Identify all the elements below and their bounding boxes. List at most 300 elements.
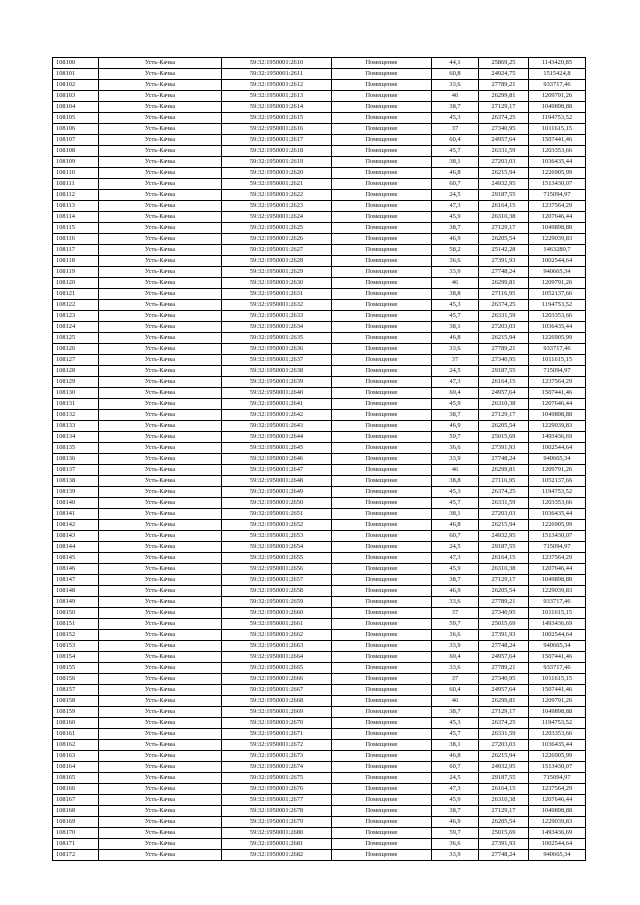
object-type-cell: Помещение	[332, 773, 432, 784]
specific-value-cell: 25015,69	[479, 828, 529, 839]
object-type-cell: Помещение	[332, 333, 432, 344]
table-row	[53, 201, 586, 212]
table-row	[53, 245, 586, 256]
row-number-cell: 108167	[53, 795, 99, 806]
settlement-cell: Усть-Качка	[99, 674, 222, 685]
row-number-cell: 108164	[53, 762, 99, 773]
object-type-cell: Помещение	[332, 707, 432, 718]
object-type-cell: Помещение	[332, 366, 432, 377]
area-cell: 60,7	[432, 179, 479, 190]
cadastral-cost-cell: 1194753,52	[529, 718, 586, 729]
area-cell: 24,5	[432, 773, 479, 784]
cadastral-cost-cell: 1463280,7	[529, 245, 586, 256]
cadastral-number-cell: 59:32:1950001:2676	[222, 784, 332, 795]
cadastral-number-cell: 59:32:1950001:2617	[222, 135, 332, 146]
row-number-cell: 108132	[53, 410, 99, 421]
object-type-cell: Помещение	[332, 652, 432, 663]
object-type-cell: Помещение	[332, 718, 432, 729]
area-cell: 60,7	[432, 762, 479, 773]
settlement-cell: Усть-Качка	[99, 696, 222, 707]
cadastral-cost-cell: 1002544,64	[529, 839, 586, 850]
settlement-cell: Усть-Качка	[99, 839, 222, 850]
table-row	[53, 630, 586, 641]
specific-value-cell: 24932,95	[479, 179, 529, 190]
cadastral-cost-cell: 1237564,29	[529, 784, 586, 795]
object-type-cell: Помещение	[332, 146, 432, 157]
specific-value-cell: 26215,94	[479, 333, 529, 344]
area-cell: 33,6	[432, 80, 479, 91]
settlement-cell: Усть-Качка	[99, 278, 222, 289]
settlement-cell: Усть-Качка	[99, 718, 222, 729]
area-cell: 60,4	[432, 388, 479, 399]
specific-value-cell: 25869,25	[479, 58, 529, 69]
row-number-cell: 108144	[53, 542, 99, 553]
object-type-cell: Помещение	[332, 190, 432, 201]
cadastral-cost-cell: 1493436,69	[529, 432, 586, 443]
row-number-cell: 108136	[53, 454, 99, 465]
object-type-cell: Помещение	[332, 300, 432, 311]
object-type-cell: Помещение	[332, 388, 432, 399]
object-type-cell: Помещение	[332, 795, 432, 806]
cadastral-cost-cell: 1229039,83	[529, 421, 586, 432]
area-cell: 33,9	[432, 641, 479, 652]
cadastral-number-cell: 59:32:1950001:2666	[222, 674, 332, 685]
object-type-cell: Помещение	[332, 421, 432, 432]
cadastral-number-cell: 59:32:1950001:2639	[222, 377, 332, 388]
area-cell: 37	[432, 355, 479, 366]
area-cell: 46,8	[432, 333, 479, 344]
cadastral-cost-cell: 1011615,15	[529, 124, 586, 135]
cadastral-cost-cell: 715094,97	[529, 190, 586, 201]
settlement-cell: Усть-Качка	[99, 91, 222, 102]
table-row	[53, 784, 586, 795]
table-row	[53, 509, 586, 520]
cadastral-number-cell: 59:32:1950001:2646	[222, 454, 332, 465]
row-number-cell: 108115	[53, 223, 99, 234]
specific-value-cell: 27203,03	[479, 322, 529, 333]
specific-value-cell: 29187,55	[479, 773, 529, 784]
row-number-cell: 108128	[53, 366, 99, 377]
cadastral-number-cell: 59:32:1950001:2652	[222, 520, 332, 531]
specific-value-cell: 26374,25	[479, 487, 529, 498]
area-cell: 38,7	[432, 575, 479, 586]
row-number-cell: 108120	[53, 278, 99, 289]
object-type-cell: Помещение	[332, 784, 432, 795]
specific-value-cell: 27129,17	[479, 707, 529, 718]
specific-value-cell: 26205,54	[479, 586, 529, 597]
settlement-cell: Усть-Качка	[99, 190, 222, 201]
table-row	[53, 377, 586, 388]
area-cell: 46,9	[432, 817, 479, 828]
row-number-cell: 108148	[53, 586, 99, 597]
settlement-cell: Усть-Качка	[99, 399, 222, 410]
object-type-cell: Помещение	[332, 498, 432, 509]
table-row	[53, 751, 586, 762]
object-type-cell: Помещение	[332, 267, 432, 278]
cadastral-cost-cell: 940665,34	[529, 850, 586, 861]
settlement-cell: Усть-Качка	[99, 256, 222, 267]
table-row	[53, 157, 586, 168]
object-type-cell: Помещение	[332, 410, 432, 421]
settlement-cell: Усть-Качка	[99, 641, 222, 652]
object-type-cell: Помещение	[332, 91, 432, 102]
specific-value-cell: 27340,95	[479, 674, 529, 685]
specific-value-cell: 24957,64	[479, 685, 529, 696]
settlement-cell: Усть-Качка	[99, 707, 222, 718]
specific-value-cell: 25015,69	[479, 432, 529, 443]
area-cell: 46,8	[432, 751, 479, 762]
cadastral-number-cell: 59:32:1950001:2662	[222, 630, 332, 641]
specific-value-cell: 26331,59	[479, 498, 529, 509]
cadastral-cost-cell: 1209791,26	[529, 465, 586, 476]
cadastral-number-cell: 59:32:1950001:2622	[222, 190, 332, 201]
area-cell: 45,7	[432, 311, 479, 322]
row-number-cell: 108118	[53, 256, 99, 267]
object-type-cell: Помещение	[332, 289, 432, 300]
row-number-cell: 108116	[53, 234, 99, 245]
specific-value-cell: 26310,38	[479, 564, 529, 575]
object-type-cell: Помещение	[332, 663, 432, 674]
row-number-cell: 108131	[53, 399, 99, 410]
cadastral-number-cell: 59:32:1950001:2670	[222, 718, 332, 729]
cadastral-cost-cell: 1229039,83	[529, 817, 586, 828]
area-cell: 38,8	[432, 289, 479, 300]
cadastral-cost-cell: 1036435,44	[529, 740, 586, 751]
area-cell: 24,5	[432, 366, 479, 377]
object-type-cell: Помещение	[332, 344, 432, 355]
settlement-cell: Усть-Качка	[99, 685, 222, 696]
row-number-cell: 108155	[53, 663, 99, 674]
settlement-cell: Усть-Качка	[99, 157, 222, 168]
cadastral-number-cell: 59:32:1950001:2615	[222, 113, 332, 124]
cadastral-number-cell: 59:32:1950001:2677	[222, 795, 332, 806]
settlement-cell: Усть-Качка	[99, 135, 222, 146]
specific-value-cell: 26374,25	[479, 718, 529, 729]
specific-value-cell: 27391,93	[479, 443, 529, 454]
table-row	[53, 289, 586, 300]
specific-value-cell: 24932,95	[479, 531, 529, 542]
settlement-cell: Усть-Качка	[99, 740, 222, 751]
table-row	[53, 498, 586, 509]
settlement-cell: Усть-Качка	[99, 289, 222, 300]
specific-value-cell: 27116,95	[479, 476, 529, 487]
row-number-cell: 108108	[53, 146, 99, 157]
cadastral-number-cell: 59:32:1950001:2620	[222, 168, 332, 179]
cadastral-cost-cell: 940665,34	[529, 641, 586, 652]
object-type-cell: Помещение	[332, 839, 432, 850]
row-number-cell: 108124	[53, 322, 99, 333]
object-type-cell: Помещение	[332, 377, 432, 388]
specific-value-cell: 25015,69	[479, 619, 529, 630]
specific-value-cell: 27129,17	[479, 806, 529, 817]
cadastral-cost-cell: 933717,46	[529, 597, 586, 608]
object-type-cell: Помещение	[332, 223, 432, 234]
settlement-cell: Усть-Качка	[99, 322, 222, 333]
specific-value-cell: 27789,21	[479, 344, 529, 355]
specific-value-cell: 26310,38	[479, 795, 529, 806]
row-number-cell: 108125	[53, 333, 99, 344]
row-number-cell: 108111	[53, 179, 99, 190]
table-row	[53, 58, 586, 69]
area-cell: 36,6	[432, 443, 479, 454]
table-row	[53, 410, 586, 421]
object-type-cell: Помещение	[332, 597, 432, 608]
object-type-cell: Помещение	[332, 619, 432, 630]
settlement-cell: Усть-Качка	[99, 817, 222, 828]
table-row	[53, 652, 586, 663]
area-cell: 38,8	[432, 476, 479, 487]
cadastral-number-cell: 59:32:1950001:2668	[222, 696, 332, 707]
table-row	[53, 696, 586, 707]
specific-value-cell: 26164,15	[479, 553, 529, 564]
specific-value-cell: 26164,15	[479, 784, 529, 795]
object-type-cell: Помещение	[332, 685, 432, 696]
object-type-cell: Помещение	[332, 542, 432, 553]
cadastral-number-cell: 59:32:1950001:2645	[222, 443, 332, 454]
settlement-cell: Усть-Качка	[99, 630, 222, 641]
row-number-cell: 108123	[53, 311, 99, 322]
area-cell: 45,7	[432, 729, 479, 740]
row-number-cell: 108138	[53, 476, 99, 487]
row-number-cell: 108163	[53, 751, 99, 762]
row-number-cell: 108170	[53, 828, 99, 839]
table-row	[53, 718, 586, 729]
table-row	[53, 641, 586, 652]
settlement-cell: Усть-Качка	[99, 575, 222, 586]
cadastral-number-cell: 59:32:1950001:2625	[222, 223, 332, 234]
table-row	[53, 597, 586, 608]
area-cell: 33,6	[432, 344, 479, 355]
table-row	[53, 146, 586, 157]
object-type-cell: Помещение	[332, 355, 432, 366]
object-type-cell: Помещение	[332, 850, 432, 861]
object-type-cell: Помещение	[332, 311, 432, 322]
table-row	[53, 300, 586, 311]
table-row	[53, 542, 586, 553]
cadastral-number-cell: 59:32:1950001:2671	[222, 729, 332, 740]
object-type-cell: Помещение	[332, 564, 432, 575]
cadastral-cost-cell: 1226905,99	[529, 333, 586, 344]
area-cell: 45,7	[432, 146, 479, 157]
cadastral-cost-cell: 1203353,66	[529, 729, 586, 740]
table-row	[53, 608, 586, 619]
table-row	[53, 520, 586, 531]
row-number-cell: 108149	[53, 597, 99, 608]
settlement-cell: Усть-Качка	[99, 608, 222, 619]
area-cell: 59,7	[432, 619, 479, 630]
cadastral-number-cell: 59:32:1950001:2654	[222, 542, 332, 553]
cadastral-number-cell: 59:32:1950001:2610	[222, 58, 332, 69]
area-cell: 46	[432, 278, 479, 289]
settlement-cell: Усть-Качка	[99, 520, 222, 531]
table-row	[53, 707, 586, 718]
cadastral-number-cell: 59:32:1950001:2628	[222, 256, 332, 267]
area-cell: 36,6	[432, 839, 479, 850]
table-row	[53, 124, 586, 135]
settlement-cell: Усть-Качка	[99, 487, 222, 498]
cadastral-cost-cell: 1011615,15	[529, 674, 586, 685]
cadastral-cost-cell: 1207646,44	[529, 212, 586, 223]
cadastral-cost-cell: 1049898,88	[529, 102, 586, 113]
object-type-cell: Помещение	[332, 124, 432, 135]
specific-value-cell: 27789,21	[479, 597, 529, 608]
cadastral-value-table	[52, 57, 586, 861]
table-row	[53, 256, 586, 267]
area-cell: 38,1	[432, 509, 479, 520]
cadastral-number-cell: 59:32:1950001:2653	[222, 531, 332, 542]
cadastral-cost-cell: 715094,97	[529, 773, 586, 784]
row-number-cell: 108168	[53, 806, 99, 817]
cadastral-number-cell: 59:32:1950001:2640	[222, 388, 332, 399]
settlement-cell: Усть-Качка	[99, 366, 222, 377]
cadastral-number-cell: 59:32:1950001:2661	[222, 619, 332, 630]
settlement-cell: Усть-Качка	[99, 179, 222, 190]
cadastral-number-cell: 59:32:1950001:2624	[222, 212, 332, 223]
area-cell: 33,6	[432, 663, 479, 674]
object-type-cell: Помещение	[332, 135, 432, 146]
area-cell: 58,2	[432, 245, 479, 256]
specific-value-cell: 29187,55	[479, 542, 529, 553]
cadastral-number-cell: 59:32:1950001:2612	[222, 80, 332, 91]
table-row	[53, 190, 586, 201]
row-number-cell: 108169	[53, 817, 99, 828]
table-row	[53, 839, 586, 850]
cadastral-cost-cell: 933717,46	[529, 80, 586, 91]
cadastral-cost-cell: 1513430,07	[529, 531, 586, 542]
table-row	[53, 212, 586, 223]
area-cell: 46,9	[432, 421, 479, 432]
cadastral-number-cell: 59:32:1950001:2611	[222, 69, 332, 80]
specific-value-cell: 27748,24	[479, 454, 529, 465]
area-cell: 60,4	[432, 652, 479, 663]
table-row	[53, 762, 586, 773]
specific-value-cell: 26215,94	[479, 520, 529, 531]
cadastral-cost-cell: 1002544,64	[529, 443, 586, 454]
cadastral-cost-cell: 940665,34	[529, 267, 586, 278]
row-number-cell: 108119	[53, 267, 99, 278]
settlement-cell: Усть-Качка	[99, 476, 222, 487]
row-number-cell: 108139	[53, 487, 99, 498]
table-row	[53, 564, 586, 575]
area-cell: 37	[432, 674, 479, 685]
specific-value-cell: 27789,21	[479, 80, 529, 91]
specific-value-cell: 27340,95	[479, 608, 529, 619]
cadastral-number-cell: 59:32:1950001:2630	[222, 278, 332, 289]
object-type-cell: Помещение	[332, 828, 432, 839]
cadastral-number-cell: 59:32:1950001:2627	[222, 245, 332, 256]
cadastral-number-cell: 59:32:1950001:2673	[222, 751, 332, 762]
table-body	[53, 58, 586, 861]
area-cell: 60,4	[432, 135, 479, 146]
table-row	[53, 432, 586, 443]
cadastral-cost-cell: 1237564,29	[529, 553, 586, 564]
object-type-cell: Помещение	[332, 168, 432, 179]
settlement-cell: Усть-Качка	[99, 454, 222, 465]
object-type-cell: Помещение	[332, 234, 432, 245]
cadastral-number-cell: 59:32:1950001:2649	[222, 487, 332, 498]
object-type-cell: Помещение	[332, 487, 432, 498]
row-number-cell: 108140	[53, 498, 99, 509]
table-row	[53, 366, 586, 377]
object-type-cell: Помещение	[332, 399, 432, 410]
row-number-cell: 108109	[53, 157, 99, 168]
object-type-cell: Помещение	[332, 729, 432, 740]
area-cell: 45,9	[432, 212, 479, 223]
row-number-cell: 108130	[53, 388, 99, 399]
table-row	[53, 179, 586, 190]
specific-value-cell: 24957,64	[479, 135, 529, 146]
settlement-cell: Усть-Качка	[99, 542, 222, 553]
cadastral-cost-cell: 1237564,29	[529, 377, 586, 388]
table-row	[53, 421, 586, 432]
table-row	[53, 685, 586, 696]
area-cell: 37	[432, 608, 479, 619]
row-number-cell: 108107	[53, 135, 99, 146]
area-cell: 33,9	[432, 454, 479, 465]
area-cell: 36,6	[432, 630, 479, 641]
row-number-cell: 108156	[53, 674, 99, 685]
row-number-cell: 108103	[53, 91, 99, 102]
specific-value-cell: 27203,03	[479, 509, 529, 520]
object-type-cell: Помещение	[332, 509, 432, 520]
cadastral-number-cell: 59:32:1950001:2680	[222, 828, 332, 839]
object-type-cell: Помещение	[332, 245, 432, 256]
object-type-cell: Помещение	[332, 322, 432, 333]
settlement-cell: Усть-Качка	[99, 432, 222, 443]
object-type-cell: Помещение	[332, 157, 432, 168]
table-row	[53, 443, 586, 454]
cadastral-cost-cell: 1507441,46	[529, 685, 586, 696]
row-number-cell: 108147	[53, 575, 99, 586]
cadastral-number-cell: 59:32:1950001:2621	[222, 179, 332, 190]
object-type-cell: Помещение	[332, 432, 432, 443]
area-cell: 38,7	[432, 806, 479, 817]
area-cell: 36,6	[432, 256, 479, 267]
table-row	[53, 223, 586, 234]
row-number-cell: 108137	[53, 465, 99, 476]
cadastral-number-cell: 59:32:1950001:2616	[222, 124, 332, 135]
specific-value-cell: 25142,28	[479, 245, 529, 256]
cadastral-number-cell: 59:32:1950001:2643	[222, 421, 332, 432]
table-row	[53, 795, 586, 806]
cadastral-number-cell: 59:32:1950001:2638	[222, 366, 332, 377]
settlement-cell: Усть-Качка	[99, 828, 222, 839]
row-number-cell: 108154	[53, 652, 99, 663]
cadastral-number-cell: 59:32:1950001:2657	[222, 575, 332, 586]
specific-value-cell: 27748,24	[479, 850, 529, 861]
area-cell: 38,7	[432, 410, 479, 421]
cadastral-number-cell: 59:32:1950001:2634	[222, 322, 332, 333]
cadastral-cost-cell: 1226905,99	[529, 520, 586, 531]
cadastral-cost-cell: 1036435,44	[529, 157, 586, 168]
table-row	[53, 553, 586, 564]
table-row	[53, 476, 586, 487]
settlement-cell: Усть-Качка	[99, 388, 222, 399]
specific-value-cell: 27129,17	[479, 410, 529, 421]
settlement-cell: Усть-Качка	[99, 146, 222, 157]
row-number-cell: 108122	[53, 300, 99, 311]
cadastral-number-cell: 59:32:1950001:2633	[222, 311, 332, 322]
table-row	[53, 663, 586, 674]
table-row	[53, 355, 586, 366]
specific-value-cell: 27748,24	[479, 641, 529, 652]
cadastral-number-cell: 59:32:1950001:2642	[222, 410, 332, 421]
cadastral-cost-cell: 1049898,88	[529, 575, 586, 586]
specific-value-cell: 26205,54	[479, 817, 529, 828]
settlement-cell: Усть-Качка	[99, 663, 222, 674]
cadastral-cost-cell: 1194753,52	[529, 113, 586, 124]
object-type-cell: Помещение	[332, 586, 432, 597]
